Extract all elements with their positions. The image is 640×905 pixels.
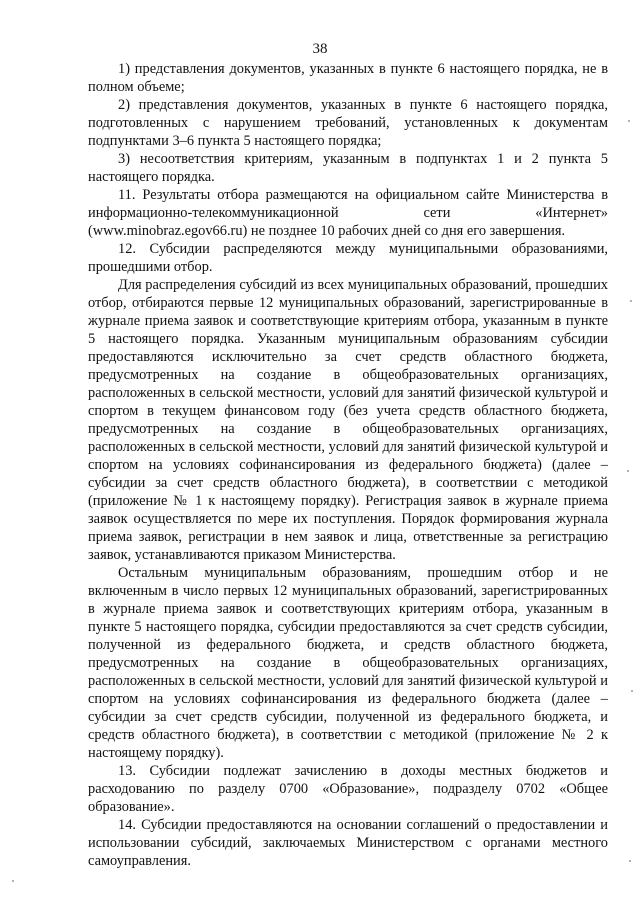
scan-speck	[631, 690, 633, 692]
scan-speck	[12, 880, 14, 882]
paragraph-clause-3: 3) несоответствия критериям, указанным в подпунктах 1 и 2 пункта 5 настоящего порядка.	[88, 151, 608, 185]
document-body	[88, 60, 608, 870]
scan-speck	[630, 300, 632, 302]
scan-speck	[629, 860, 631, 862]
paragraph-distribution-others: Остальным муниципальным образованиям, прошедшим отбор и не включенным в число первых 12 муниципальных образований, зарегистрированных в журнале приема заявок и соответствующих критериям отбора, указанным в пункте 5 настоящего порядка, субсидии предоставляются за счет средств субсидии, полученной из федерального бюджета, и средств областного бюджета, предусмотренных на создание в общеобразовательных организациях, расположенных в сельской местности, условий для занятий физической культурой и спортом на условиях софинансирования из федерального бюджета (далее – субсидии за счет средств субсидии, полученной из федерального бюджета, и средств областного бюджета), в соответствии с методикой (приложение № 2 к настоящему порядку).	[88, 565, 608, 761]
page-number: 38	[312, 41, 328, 57]
paragraph-item-11: 11. Результаты отбора размещаются на официальном сайте Министерства в информационно-телекоммуникационной сети «Интернет» (www.minobraz.egov66.ru) не позднее 10 рабочих дней со дня его завершения.	[88, 187, 608, 239]
paragraph-clause-2: 2) представления документов, указанных в пункте 6 настоящего порядка, подготовленных с нарушением требований, установленных к документам подпунктами 3–6 пункта 5 настоящего порядка;	[88, 97, 608, 149]
paragraph-distribution-first-12: Для распределения субсидий из всех муниципальных образований, прошедших отбор, отбираются первые 12 муниципальных образований, зарегистрированные в журнале приема заявок и соответствующие критериям отбора, указанным в пункте 5 настоящего порядка. Указанным муниципальным образованиям субсидии предоставляются исключительно за счет средств областного бюджета, предусмотренных на создание в общеобразовательных организациях, расположенных в сельской местности, условий для занятий физической культурой и спортом в текущем финансовом году (без учета средств областного бюджета, предусмотренных на создание в общеобразовательных организациях, расположенных в сельской местности, условий для занятий физической культурой и спортом на условиях софинансирования из федерального бюджета) (далее – субсидии за счет средств областного бюджета), в соответствии с методикой (приложение № 1 к настоящему порядку). Регистрация заявок в журнале приема заявок осуществляется по мере их поступления. Порядок формирования журнала приема заявок, регистрации в нем заявок и лица, ответственные за регистрацию заявок, устанавливаются приказом Министерства.	[88, 277, 608, 563]
scan-speck	[628, 120, 630, 122]
paragraph-item-14: 14. Субсидии предоставляются на основании соглашений о предоставлении и использовании субсидий, заключаемых Министерством с органами местного самоуправления.	[88, 817, 608, 869]
scan-speck	[627, 470, 629, 472]
paragraph-clause-1: 1) представления документов, указанных в пункте 6 настоящего порядка, не в полном объеме;	[88, 61, 608, 95]
paragraph-item-13: 13. Субсидии подлежат зачислению в доходы местных бюджетов и расходованию по разделу 0700 «Образование», подразделу 0702 «Общее образование».	[88, 763, 608, 815]
paragraph-item-12: 12. Субсидии распределяются между муниципальными образованиями, прошедшими отбор.	[88, 241, 608, 275]
